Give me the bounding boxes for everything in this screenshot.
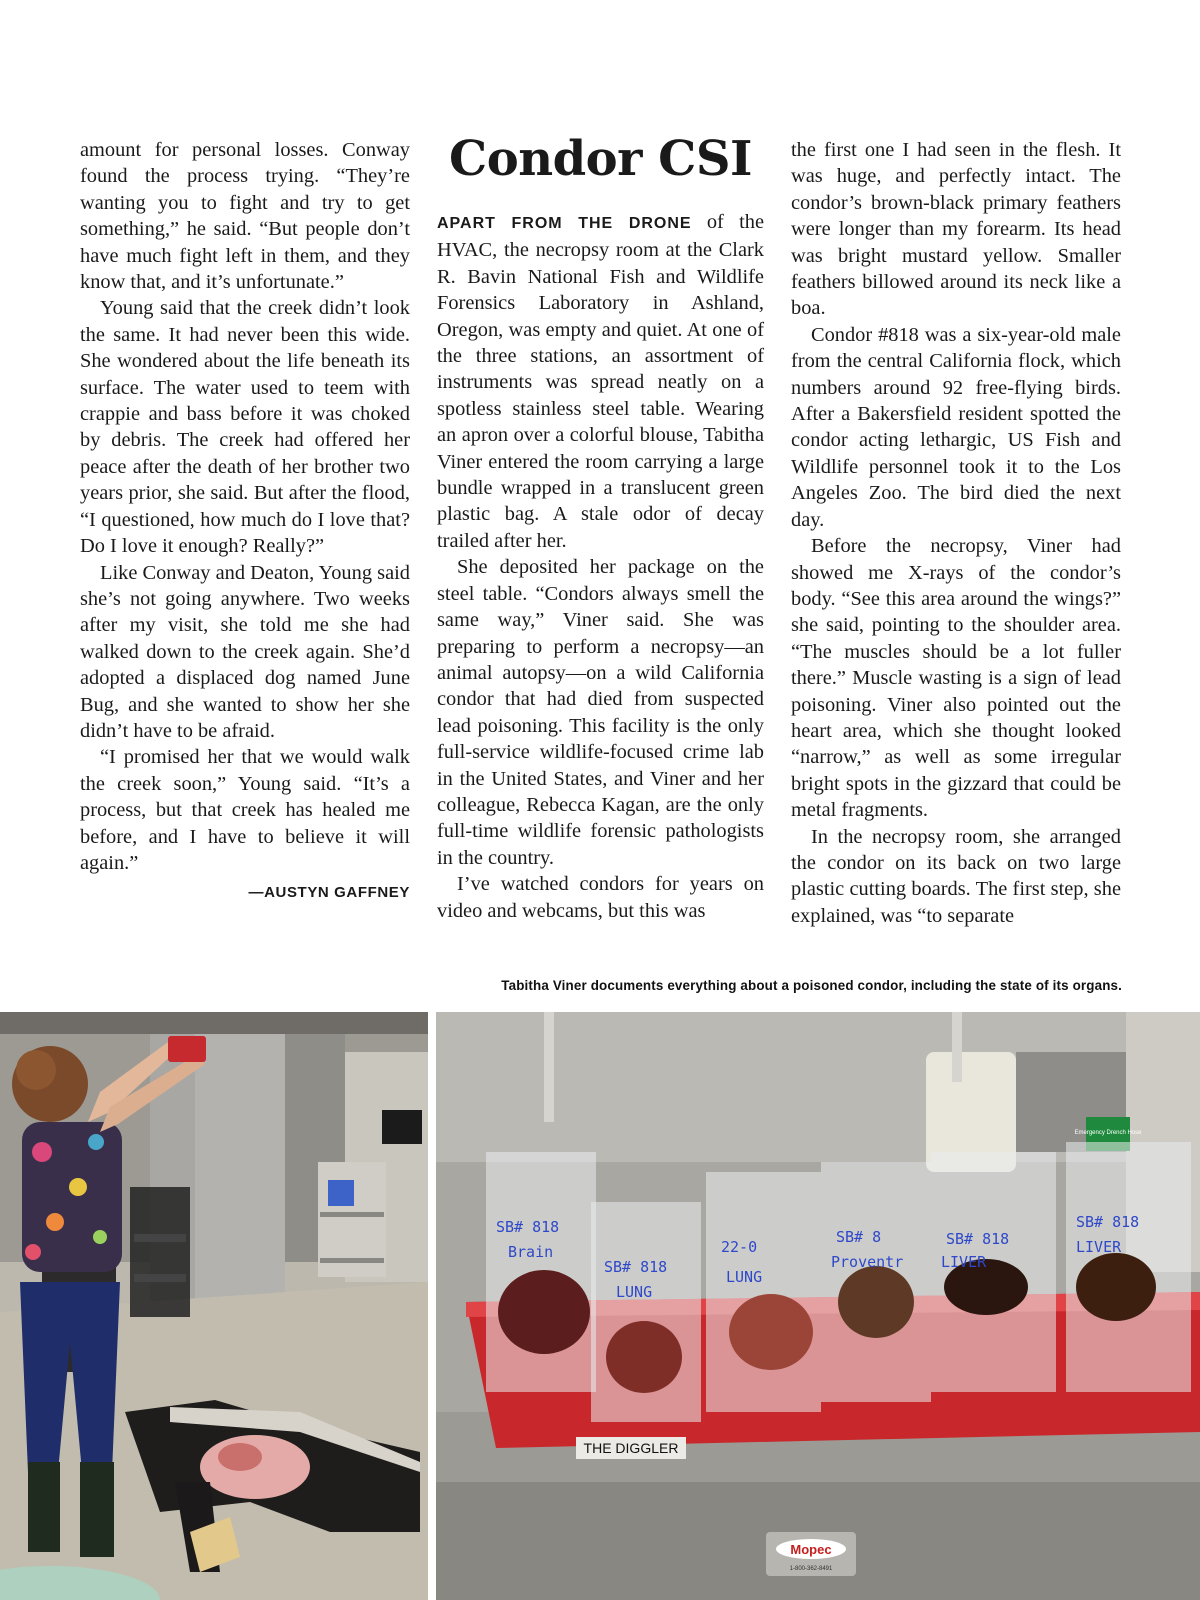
bag-sublabel: Brain — [508, 1243, 554, 1261]
author-byline: —AUSTYN GAFFNEY — [248, 884, 410, 902]
bag-label: SB# 818 — [604, 1258, 668, 1276]
paragraph: She deposited her package on the steel table. “Condors always smell the same way,” Viner said. She was preparing to perform a necropsy—an animal autopsy—on a wild California condor that had died from suspected lead poisoning. This facility is the only full-service wildlife-focused crime lab in the United States, and Viner and her colleague, Rebecca Kagan, are the only full-time wildlife forensic pathologists in the country. — [437, 556, 764, 869]
bag-label: SB# 818 — [946, 1230, 1010, 1248]
bag-sublabel: LIVER — [941, 1253, 987, 1271]
lead-paragraph — [437, 209, 764, 554]
sample-bag — [706, 1172, 821, 1412]
bag-label: SB# 818 — [496, 1218, 560, 1236]
bag-sublabel: LUNG — [726, 1268, 763, 1286]
bag-sublabel: LUNG — [616, 1283, 653, 1301]
bag-sublabel: Proventr — [831, 1253, 904, 1271]
lead-in-caps: APART FROM THE DRONE — [437, 215, 692, 232]
paragraph: I’ve watched condors for years on video and webcams, but this was — [437, 873, 764, 922]
section-headline: Condor CSI — [448, 131, 752, 187]
bag-label: 22-0 — [721, 1238, 758, 1256]
article-column-3 — [791, 137, 1121, 929]
paragraph: amount for personal losses. Conway found the process trying. “They’re wanting you to fight and try to get something,” he said. “But people don’t have much fight left in them, and they know that, and it’s unfortunate.” — [80, 139, 410, 294]
article-column-1 — [80, 137, 410, 907]
photo-necropsy-room — [0, 1012, 428, 1600]
paragraph: the first one I had seen in the flesh. It was huge, and perfectly intact. The condor’s brown-black primary feathers were longer than my forearm. Its head was bright mustard yellow. Smaller feathers billowed around its neck like a boa. — [791, 139, 1121, 320]
bag-label: SB# 8 — [836, 1228, 882, 1246]
paragraph: In the necropsy room, she arranged the condor on its back on two large plastic cutting boards. The first step, she explained, was “to separate — [791, 825, 1121, 927]
sample-bag — [931, 1152, 1056, 1392]
mopec-phone: 1-800-362-8491 — [789, 1566, 833, 1572]
emergency-sign-text: Emergency Drench Hose — [1074, 1130, 1142, 1136]
tray-label: THE DIGGLER — [583, 1440, 679, 1456]
bag-sublabel: LIVER — [1076, 1238, 1122, 1256]
lead-paragraph-text: of the HVAC, the necropsy room at the Clark R. Bavin National Fish and Wildlife Forensics Laboratory in Ashland, Oregon, was empty and quiet. At one of the three stations, an assortment of instruments was spread neatly on a spotless stainless steel table. Wearing an apron over a colorful blouse, Tabitha Viner entered the room carrying a large bundle wrapped in a translucent green plastic bag. A stale odor of decay trailed after her. — [437, 211, 765, 552]
sample-bag — [486, 1152, 596, 1392]
photo-organ-samples — [436, 1012, 1200, 1600]
article-column-2 — [437, 131, 765, 924]
bag-label: SB# 818 — [1076, 1213, 1140, 1231]
paragraph: Before the necropsy, Viner had showed me X-rays of the condor’s body. “See this area around the wings?” she said, pointing to the shoulder area. “The muscles should be a lot fuller there.” Muscle wasting is a sign of lead poisoning. Viner also pointed out the heart area, which she thought looked “narrow,” as well as some irregular bright spots in the gizzard that could be metal fragments. — [791, 535, 1121, 822]
sample-bag — [591, 1202, 701, 1422]
sample-bag — [821, 1162, 931, 1402]
sample-bag — [1066, 1142, 1191, 1392]
mopec-logo: Mopec — [790, 1542, 832, 1557]
paragraph: Like Conway and Deaton, Young said she’s not going anywhere. Two weeks after my visit, she told me she had walked down to the creek again. She’d adopted a displaced dog named June Bug, and she wanted to show her she didn’t have to be afraid. — [80, 561, 410, 742]
paragraph: Young said that the creek didn’t look the same. It had never been this wide. She wondered about the life beneath its surface. The water used to teem with crappie and bass before it was choked by debris. The creek had offered her peace after the death of her brother two years prior, she said. But after the flood, “I questioned, how much do I love that? Do I love it enough? Really?” — [80, 297, 410, 558]
paragraph: “I promised her that we would walk the creek soon,” Young said. “It’s a process, but that creek has healed me before, and I have to believe it will again.” — [80, 746, 410, 874]
paragraph: Condor #818 was a six-year-old male from the central California flock, which numbers around 92 free-flying birds. After a Bakersfield resident spotted the condor acting lethargic, US Fish and Wildlife personnel took it to the Los Angeles Zoo. The bird died the next day. — [791, 323, 1121, 531]
photo-caption: Tabitha Viner documents everything about a poisoned condor, including the state of its organs. — [501, 978, 1122, 993]
